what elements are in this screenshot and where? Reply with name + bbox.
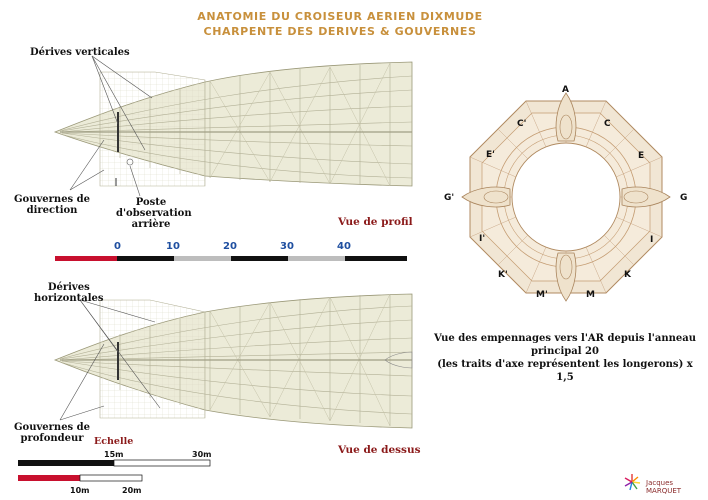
point-K: K (624, 270, 631, 280)
scale-bottom-10m: 10m (70, 486, 90, 495)
label-hfins-line-1: Dérives (47, 282, 90, 293)
author-credit: Jacques MARQUET (646, 479, 682, 495)
label-rudders-line-2: direction (26, 205, 78, 216)
profile-view-title: Vue de profil (338, 216, 413, 228)
section-caption-line-2: (les traits d'axe représentent les longerons) x 1,5 (437, 359, 693, 383)
title-line-2: CHARPENTE DES DERIVES & GOUVERNES (203, 25, 477, 38)
point-C-prime: C' (517, 119, 527, 129)
label-rudders (14, 194, 90, 216)
section-caption (430, 332, 700, 384)
point-M: M (586, 290, 595, 300)
scale-bar-top (55, 256, 407, 261)
point-E-prime: E' (486, 150, 495, 160)
label-hfins-line-2: horizontales (34, 293, 104, 304)
point-G-prime: G' (444, 193, 455, 203)
label-rudders-line-1: Gouvernes de (14, 194, 91, 205)
label-elevators-line-1: Gouvernes de (14, 422, 91, 433)
scale-bottom-15m: 15m (104, 450, 124, 459)
label-post-line-1: Poste (135, 197, 167, 208)
point-I: I (650, 235, 654, 245)
label-post-line-3: arrière (131, 219, 171, 230)
author-logo (625, 474, 640, 490)
section-caption-line-1: Vue des empennages vers l'AR depuis l'anneau principal 20 (434, 333, 696, 357)
scale-bar-bottom (18, 460, 210, 481)
scale-bottom-30m: 30m (192, 450, 212, 459)
point-I-prime: I' (479, 234, 486, 244)
scale-tick-40: 40 (337, 241, 351, 252)
label-elevators-line-2: profondeur (20, 433, 84, 444)
scale-tick-10: 10 (166, 241, 180, 252)
label-horizontal-fins (34, 282, 104, 304)
scale-title: Echelle (94, 436, 134, 447)
point-G: G (680, 193, 688, 203)
scale-bottom-20m: 20m (122, 486, 142, 495)
point-K-prime: K' (498, 270, 508, 280)
title-line-1: ANATOMIE DU CROISEUR AERIEN DIXMUDE (197, 10, 483, 23)
point-C: C (604, 119, 611, 129)
scale-tick-20: 20 (223, 241, 237, 252)
scale-tick-0: 0 (114, 241, 121, 252)
label-observation-post (116, 197, 192, 230)
label-vertical-fins: Dérives verticales (30, 47, 130, 58)
profile-hull (55, 62, 412, 186)
scale-tick-30: 30 (280, 241, 294, 252)
label-elevators (14, 422, 90, 444)
label-post-line-2: d'observation (116, 208, 192, 219)
point-A: A (562, 85, 569, 95)
top-view-title: Vue de dessus (338, 444, 421, 456)
point-E: E (638, 151, 645, 161)
section-view (462, 93, 670, 301)
point-M-prime: M' (536, 290, 548, 300)
top-view-hull (55, 294, 412, 428)
